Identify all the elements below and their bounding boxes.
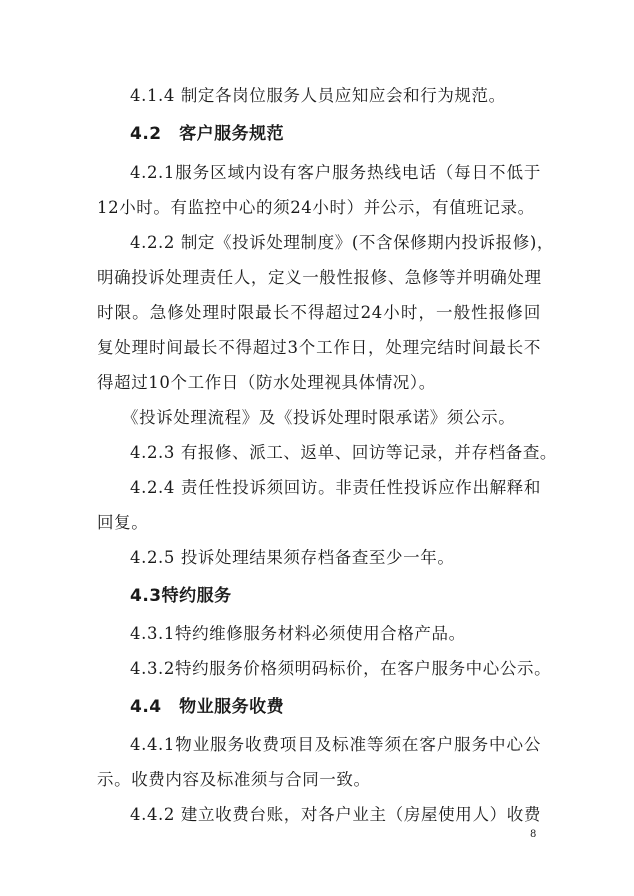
paragraph-4-2-2-line-2: 明确投诉处理责任人，定义一般性报修、急修等并明确处理 (97, 268, 542, 287)
heading-4-2: 4.2 客户服务规范 (130, 124, 285, 144)
paragraph-4-2-1-line-1: 4.2.1服务区域内设有客户服务热线电话（每日不低于 (130, 163, 541, 182)
heading-4-4: 4.4 物业服务收费 (130, 697, 285, 717)
paragraph-4-2-1-line-2: 12小时。有监控中心的须24小时）并公示，有值班记录。 (97, 198, 535, 217)
paragraph-complaint-publicity: 《投诉处理流程》及《投诉处理时限承诺》须公示。 (122, 408, 516, 427)
heading-4-3: 4.3特约服务 (130, 586, 232, 606)
paragraph-4-4-1-line-2: 示。收费内容及标准须与合同一致。 (97, 770, 371, 789)
paragraph-4-2-5: 4.2.5 投诉处理结果须存档备查至少一年。 (130, 548, 455, 567)
paragraph-4-2-4-line-2: 回复。 (97, 513, 149, 532)
paragraph-4-3-1: 4.3.1特约维修服务材料必须使用合格产品。 (130, 624, 466, 643)
paragraph-4-2-2-line-4: 复处理时间最长不得超过3个工作日，处理完结时间最长不 (97, 338, 541, 357)
paragraph-4-2-3: 4.2.3 有报修、派工、返单、回访等记录，并存档备查。 (130, 443, 558, 462)
paragraph-4-2-2-line-1: 4.2.2 制定《投诉处理制度》(不含保修期内投诉报修)， (130, 233, 555, 252)
page-number: 8 (530, 829, 537, 840)
paragraph-4-2-2-line-3: 时限。急修处理时限最长不得超过24小时，一般性报修回 (97, 303, 541, 322)
paragraph-4-2-4-line-1: 4.2.4 责任性投诉须回访。非责任性投诉应作出解释和 (130, 478, 541, 497)
paragraph-4-3-2: 4.3.2特约服务价格须明码标价，在客户服务中心公示。 (130, 659, 552, 678)
paragraph-4-1-4: 4.1.4 制定各岗位服务人员应知应会和行为规范。 (130, 86, 506, 105)
paragraph-4-4-2-line-1: 4.4.2 建立收费台账，对各户业主（房屋使用人）收费 (130, 805, 541, 824)
paragraph-4-2-2-line-5: 得超过10个工作日（防水处理视具体情况）。 (97, 373, 436, 392)
paragraph-4-4-1-line-1: 4.4.1物业服务收费项目及标准等须在客户服务中心公 (130, 735, 541, 754)
